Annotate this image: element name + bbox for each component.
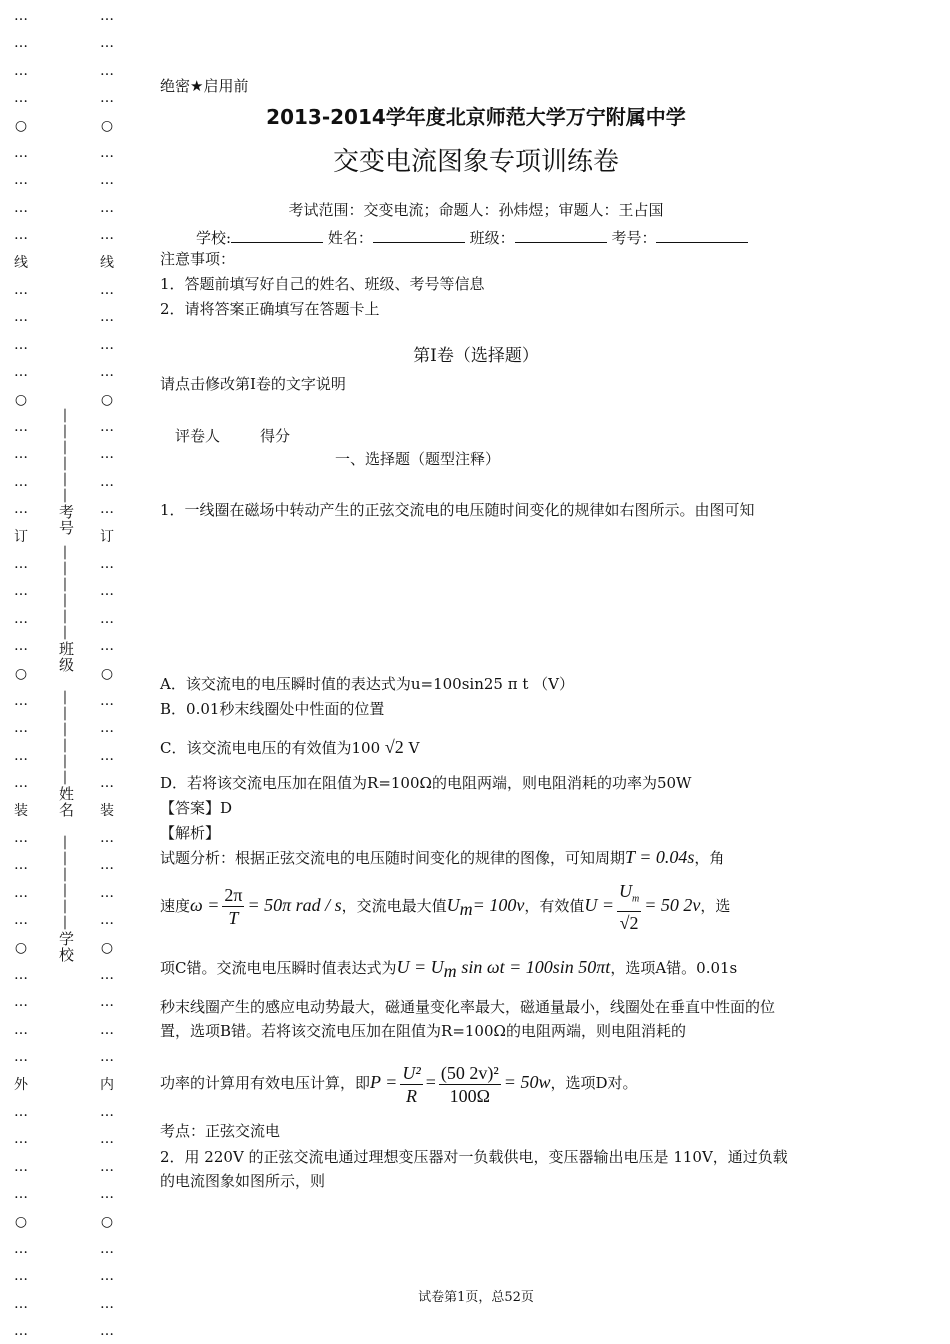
q1-kaodian: 考点：正弦交流电 <box>160 1122 281 1140</box>
school-blank[interactable] <box>231 226 323 243</box>
margin-left-mark: … <box>14 1241 28 1257</box>
name-field-label: 姓名： <box>327 229 373 247</box>
margin-left-mark: 外 <box>14 1076 28 1093</box>
margin-left-mark: … <box>14 8 28 24</box>
margin-right-mark: … <box>100 364 114 381</box>
school-field-label: 学校: <box>196 229 232 247</box>
q1-option-d: D．若将该交流电压加在阻值为R=100Ω的电阻两端，则电阻消耗的功率为50W <box>160 774 692 792</box>
class-field-label: 班级： <box>469 229 515 247</box>
margin-right-mark: … <box>100 1158 114 1175</box>
margin-left-mark: … <box>14 1268 28 1285</box>
margin-left-mark: … <box>14 336 28 353</box>
margin-left-mark: … <box>14 364 28 381</box>
part-title: 一、选择题（题型注释） <box>335 450 501 468</box>
margin-right-mark: … <box>100 857 114 874</box>
margin-left-mark: … <box>14 1158 28 1175</box>
margin-right-mark: … <box>100 1186 114 1203</box>
class-blank[interactable] <box>515 226 607 243</box>
margin-left-mark: … <box>14 446 28 463</box>
margin-right-mark: … <box>100 90 114 107</box>
margin-right-mark: … <box>100 501 114 518</box>
notice-item-1: 1．答题前填写好自己的姓名、班级、考号等信息 <box>160 275 485 293</box>
q1-option-a: A．该交流电的电压瞬时值的表达式为u=100sin25 π t （V） <box>160 675 574 693</box>
margin-left-mark: ○ <box>14 391 28 408</box>
question-2-stem: 2．用 220V 的正弦交流电通过理想变压器对一负载供电，变压器输出电压是 110V，通过负载的电流图象如图所示，则 <box>160 1148 788 1190</box>
margin-right-mark: 线 <box>100 254 114 271</box>
margin-left-mark: … <box>14 967 28 983</box>
margin-right-mark: ○ <box>100 1213 114 1230</box>
margin-right-mark: … <box>100 282 114 298</box>
margin-right-mark: … <box>100 556 114 572</box>
margin-left-mark: ○ <box>14 1213 28 1230</box>
grader-label: 评卷人 <box>175 427 221 445</box>
margin-left-mark: … <box>14 556 28 572</box>
margin-left-mark: … <box>14 309 28 326</box>
margin-right-mark: … <box>100 145 114 161</box>
margin-right-mark: … <box>100 8 114 24</box>
margin-left-mark: … <box>14 1049 28 1066</box>
margin-left-mark: … <box>14 884 28 901</box>
margin-right-mark: … <box>100 62 114 79</box>
margin-right-mark: … <box>100 967 114 983</box>
score-label: 得分 <box>260 427 291 445</box>
margin-left-mark: … <box>14 747 28 764</box>
section-description: 请点击修改第I卷的文字说明 <box>160 375 346 393</box>
margin-right-mark: … <box>100 1049 114 1066</box>
margin-right-mark: 订 <box>100 528 114 545</box>
margin-right-mark: … <box>100 1268 114 1285</box>
margin-right-mark: … <box>100 1104 114 1120</box>
margin-right-mark: … <box>100 610 114 627</box>
margin-right-mark: … <box>100 1131 114 1148</box>
margin-right-mark: … <box>100 35 114 52</box>
margin-left-mark: … <box>14 282 28 298</box>
margin-left-mark: … <box>14 227 28 244</box>
margin-left-mark: … <box>14 62 28 79</box>
page-footer: 试卷第1页，总52页 <box>418 1290 534 1305</box>
margin-right-mark: … <box>100 1241 114 1257</box>
margin-left-mark: … <box>14 419 28 435</box>
margin-left-mark: … <box>14 857 28 874</box>
name-blank[interactable] <box>373 226 465 243</box>
margin-class-label: ——————班级 <box>57 545 75 673</box>
margin-left-mark: … <box>14 638 28 655</box>
margin-right-mark: … <box>100 336 114 353</box>
margin-right-mark: … <box>100 912 114 929</box>
analysis-line-4: 秒末线圈产生的感应电动势最大，磁通量变化率最大，磁通量最小，线圈处在垂直中性面的位置，选项B错。若将该交流电压加在阻值为R=100Ω的电阻两端，则电阻消耗的 <box>160 998 776 1040</box>
q1-answer: 【答案】D <box>160 799 233 817</box>
margin-number-label: ——————考号 <box>57 408 75 536</box>
margin-right-mark: … <box>100 199 114 216</box>
margin-right-mark: … <box>100 720 114 737</box>
margin-right-mark: … <box>100 1021 114 1038</box>
margin-school-label: ——————学校 <box>57 835 75 963</box>
margin-right-mark: … <box>100 446 114 463</box>
analysis-line-3: 项C错。交流电电压瞬时值表达式为$U = U_m$ sin ωt = 100sin 50πt，选项A错。0.01s <box>160 957 738 981</box>
margin-right-mark: … <box>100 638 114 655</box>
title-line-1: 2013-2014学年度北京师范大学万宁附属中学 <box>266 105 686 129</box>
margin-left-mark: … <box>14 145 28 161</box>
margin-left-mark: 订 <box>14 528 28 545</box>
margin-right-mark: … <box>100 775 114 792</box>
margin-left-mark: … <box>14 90 28 107</box>
notice-title: 注意事项： <box>160 250 236 268</box>
analysis-line-1: 试题分析：根据正弦交流电的电压随时间变化的规律的图像，可知周期T = 0.04s，角 <box>160 847 725 867</box>
question-1-stem: 1．一线圈在磁场中转动产生的正弦交流电的电压随时间变化的规律如右图所示。由图可知 <box>160 501 755 519</box>
margin-right-mark: … <box>100 1295 114 1312</box>
margin-right-mark: … <box>100 309 114 326</box>
margin-right-mark: ○ <box>100 939 114 956</box>
margin-left-mark: ○ <box>14 939 28 956</box>
margin-left-mark: … <box>14 994 28 1011</box>
margin-right-mark: … <box>100 227 114 244</box>
margin-right-mark: … <box>100 172 114 189</box>
q1-option-b: B．0.01秒末线圈处中性面的位置 <box>160 700 385 718</box>
exam-info: 考试范围：交变电流；命题人：孙炜煜；审题人：王占国 <box>288 201 664 219</box>
title-line-2: 交变电流图象专项训练卷 <box>332 147 619 177</box>
margin-right-mark: … <box>100 994 114 1011</box>
margin-right-mark: … <box>100 473 114 490</box>
margin-left-mark: 线 <box>14 254 28 271</box>
margin-left-mark: … <box>14 1295 28 1312</box>
binding-margin-left <box>10 0 32 1344</box>
margin-left-mark: … <box>14 473 28 490</box>
student-fields <box>196 226 748 248</box>
binding-margin-right <box>96 0 118 1344</box>
notice-item-2: 2．请将答案正确填写在答题卡上 <box>160 300 380 318</box>
q1-option-c: C．该交流电电压的有效值为100 √2 V <box>160 737 420 757</box>
margin-left-mark: … <box>14 1104 28 1120</box>
margin-right-mark: … <box>100 1323 114 1340</box>
margin-right-mark: ○ <box>100 117 114 134</box>
margin-right-mark: … <box>100 747 114 764</box>
margin-left-mark: … <box>14 1021 28 1038</box>
margin-left-mark: … <box>14 1186 28 1203</box>
sqrt-symbol: √ <box>384 737 395 757</box>
margin-left-mark: … <box>14 583 28 600</box>
margin-right-mark: … <box>100 693 114 709</box>
number-field-label: 考号： <box>611 229 657 247</box>
margin-left-mark: … <box>14 1131 28 1148</box>
margin-left-mark: … <box>14 775 28 792</box>
number-blank[interactable] <box>656 226 748 243</box>
margin-left-mark: … <box>14 912 28 929</box>
margin-left-mark: … <box>14 172 28 189</box>
margin-left-mark: … <box>14 501 28 518</box>
margin-right-mark: … <box>100 583 114 600</box>
analysis-line-5: 功率的计算用有效电压计算，即P = $\frac{\text{U²}}{R}$ = $\frac{\text{(50 2v)²}}{100\Omega}$ = 50w，选项D对。 <box>160 1062 638 1106</box>
margin-left-mark: … <box>14 720 28 737</box>
margin-left-mark: … <box>14 199 28 216</box>
margin-left-mark: 装 <box>14 802 28 819</box>
margin-right-mark: … <box>100 830 114 846</box>
margin-left-mark: … <box>14 610 28 627</box>
margin-left-mark: … <box>14 830 28 846</box>
margin-left-mark: … <box>14 693 28 709</box>
margin-name-label: ——————姓名 <box>57 690 75 818</box>
margin-left-mark: … <box>14 35 28 52</box>
q1-analysis-title: 【解析】 <box>160 824 221 842</box>
margin-right-mark: ○ <box>100 665 114 682</box>
margin-right-mark: 内 <box>100 1076 114 1093</box>
margin-right-mark: ○ <box>100 391 114 408</box>
margin-right-mark: 装 <box>100 802 114 819</box>
margin-left-mark: … <box>14 1323 28 1340</box>
analysis-line-2: 速度ω = $\frac{2\pi}{T}$ = 50π rad / s，交流电最大值$U_m= 100v$，有效值U = $\frac{U_m}{√2}$ = 50 2v，选 <box>160 881 731 933</box>
section-title: 第I卷（选择题） <box>413 346 539 366</box>
margin-right-mark: … <box>100 884 114 901</box>
margin-left-mark: ○ <box>14 665 28 682</box>
secret-label: 绝密★启用前 <box>160 77 249 95</box>
margin-left-mark: ○ <box>14 117 28 134</box>
margin-right-mark: … <box>100 419 114 435</box>
